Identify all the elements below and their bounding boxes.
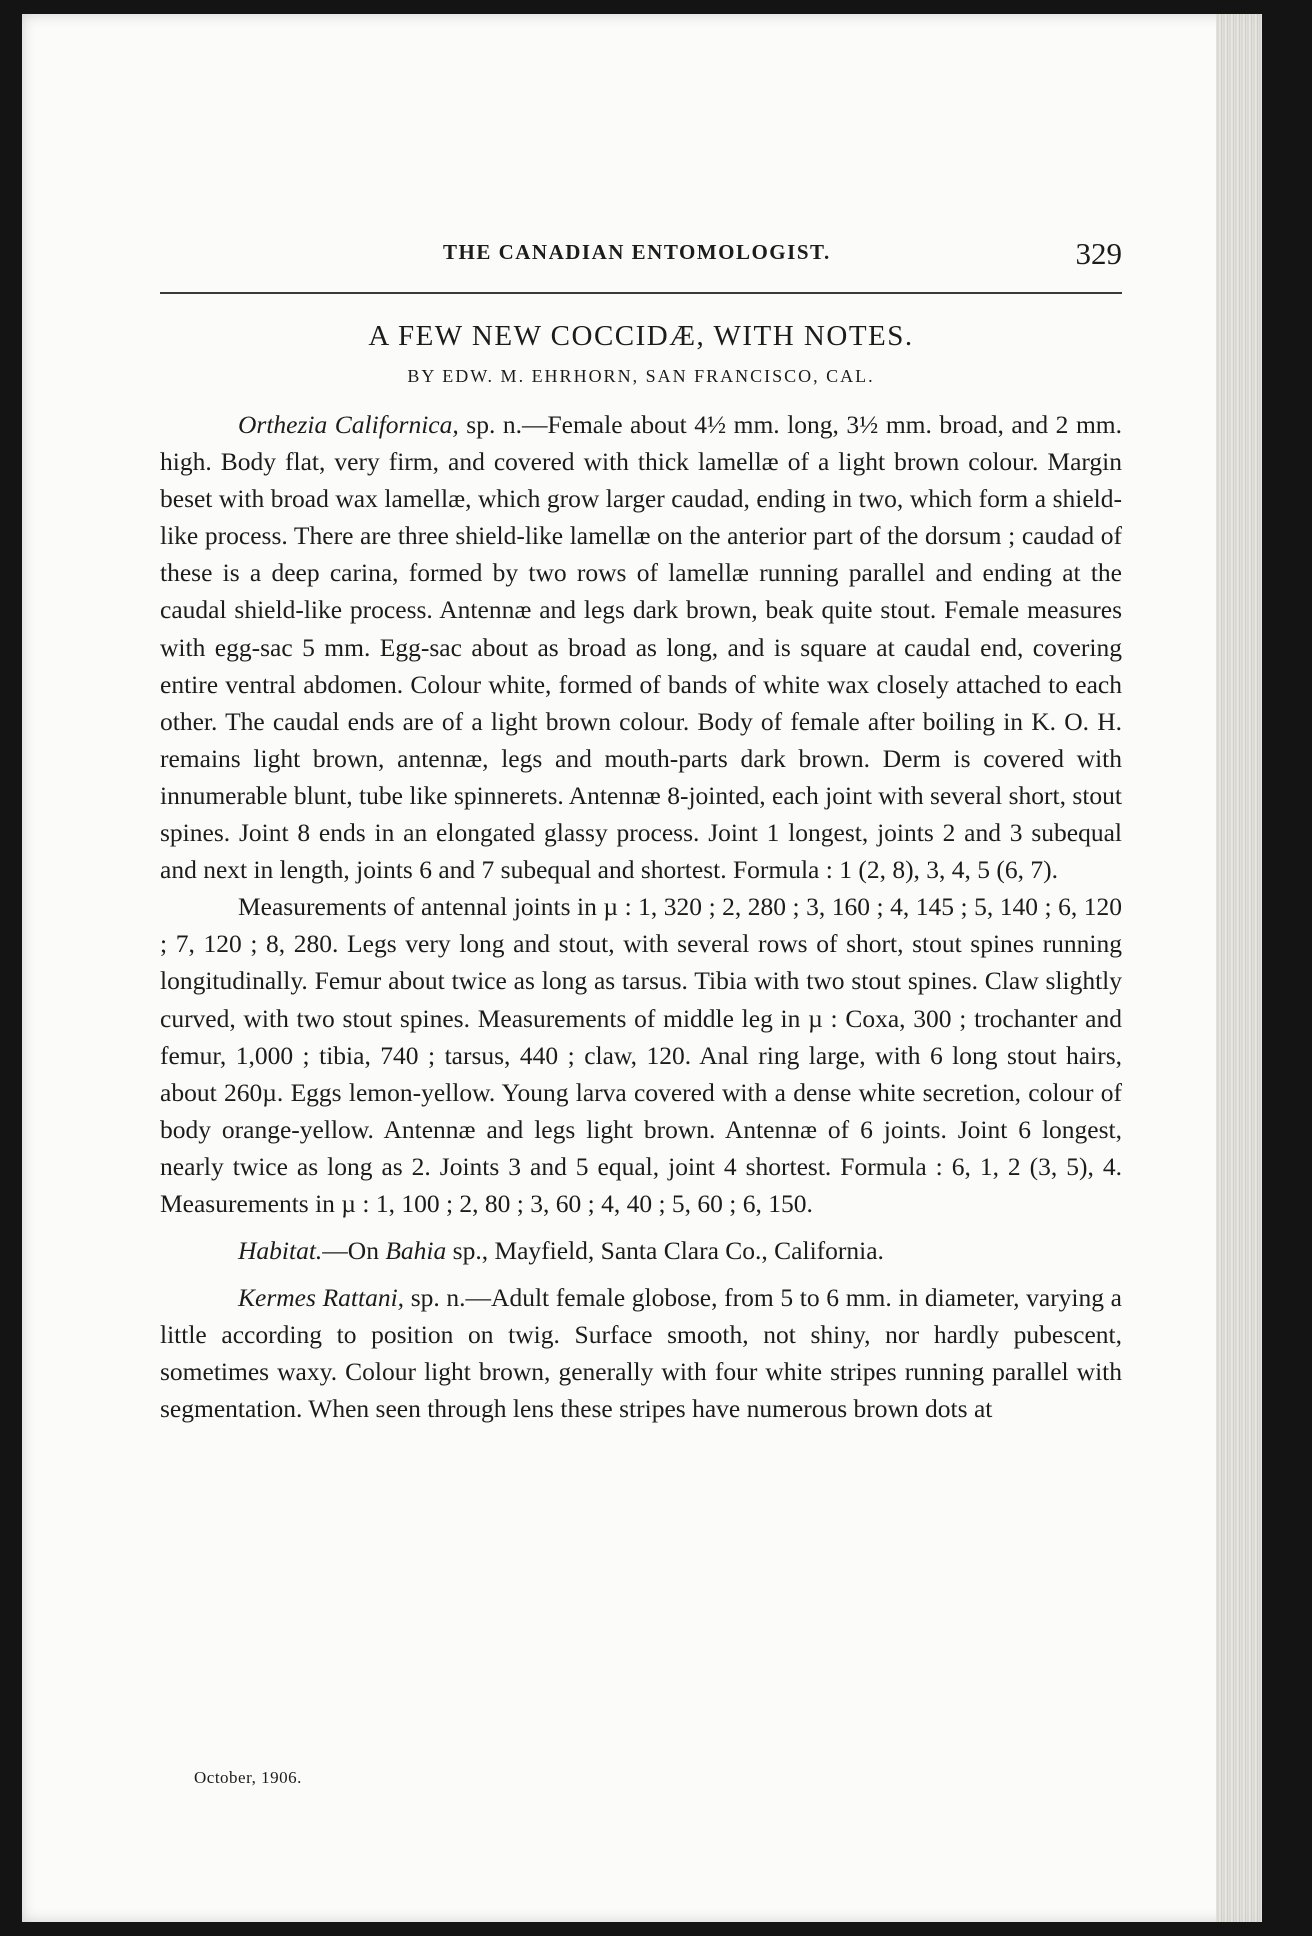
footer-date: October, 1906. [194, 1768, 302, 1787]
article-byline: BY EDW. M. EHRHORN, SAN FRANCISCO, CAL. [407, 366, 875, 386]
article-body [160, 406, 1122, 1428]
habitat-dash: —On [322, 1236, 386, 1266]
paragraph-habitat [160, 1232, 1122, 1269]
header-rule [160, 292, 1122, 294]
paragraph-measurements-text: Measurements of antennal joints in µ : 1, 320 ; 2, 280 ; 3, 160 ; 4, 145 ; 5, 140 ; 6, 120 ; 7, 120 ; 8, 280. Legs very long and stout, with several rows of short, stout spines running longitudinally. Femur about twice as long as tarsus. Tibia with two stout spines. Claw slightly curved, with two stout spines. Measurements of middle leg in µ : Coxa, 300 ; trochanter and femur, 1,000 ; tibia, 740 ; tarsus, 440 ; claw, 120. Anal ring large, with 6 long stout hairs, about 260µ. Eggs lemon-yellow. Young larva covered with a dense white secretion, colour of body orange-yellow. Antennæ and legs light brown. Antennæ of 6 joints. Joint 6 longest, nearly twice as long as 2. Joints 3 and 5 equal, joint 4 shortest. Formula : 6, 1, 2 (3, 5), 4. Measurements in µ : 1, 100 ; 2, 80 ; 3, 60 ; 4, 40 ; 5, 60 ; 6, 150. [160, 892, 1122, 1218]
page-edge-shadow [1216, 14, 1262, 1922]
page-number: 329 [1075, 236, 1122, 271]
species-name-orthezia: Orthezia Californica, [238, 410, 459, 439]
species-name-kermes: Kermes Rattani, [238, 1283, 405, 1313]
paragraph-kermes-text: sp. n.—Adult female globose, from 5 to 6 mm. in diameter, varying a little according to position on twig. Surface smooth, not shiny, nor hardly pubescent, sometimes waxy. Colour light brown, generally with four white stripes running parallel with segmentation. When seen through lens these stripes have numerous brown dots at [160, 1283, 1122, 1424]
habitat-text: sp., Mayfield, Santa Clara Co., California. [446, 1236, 884, 1266]
paragraph-orthezia [160, 406, 1122, 888]
paragraph-measurements [160, 888, 1122, 1222]
paragraph-orthezia-text: sp. n.—Female about 4½ mm. long, 3½ mm. broad, and 2 mm. high. Body flat, very firm, and covered with thick lamellæ of a light brown colour. Margin beset with broad wax lamellæ, which grow larger caudad, ending in two, which form a shield-like process. There are three shield-like lamellæ on the anterior part of the dorsum ; caudad of these is a deep carina, formed by two rows of lamellæ running parallel and ending at the caudal shield-like process. Antennæ and legs dark brown, beak quite stout. Female measures with egg-sac 5 mm. Egg-sac about as broad as long, and is square at caudal end, covering entire ventral abdomen. Colour white, formed of bands of white wax closely attached to each other. The caudal ends are of a light brown colour. Body of female after boiling in K. O. H. remains light brown, antennæ, legs and mouth-parts dark brown. Derm is covered with innumerable blunt, tube like spinnerets. Antennæ 8-jointed, each joint with several short, stout spines. Joint 8 ends in an elongated glassy process. Joint 1 longest, joints 2 and 3 subequal and next in length, joints 6 and 7 subequal and shortest. Formula : 1 (2, 8), 3, 4, 5 (6, 7). [160, 410, 1123, 885]
paragraph-kermes [160, 1279, 1122, 1427]
book-page [22, 14, 1262, 1922]
article-title: A FEW NEW COCCIDÆ, WITH NOTES. [368, 320, 914, 352]
journal-title: THE CANADIAN ENTOMOLOGIST. [443, 240, 831, 264]
running-head [160, 236, 1122, 276]
habitat-genus: Bahia [385, 1236, 447, 1266]
habitat-label: Habitat. [238, 1236, 323, 1266]
